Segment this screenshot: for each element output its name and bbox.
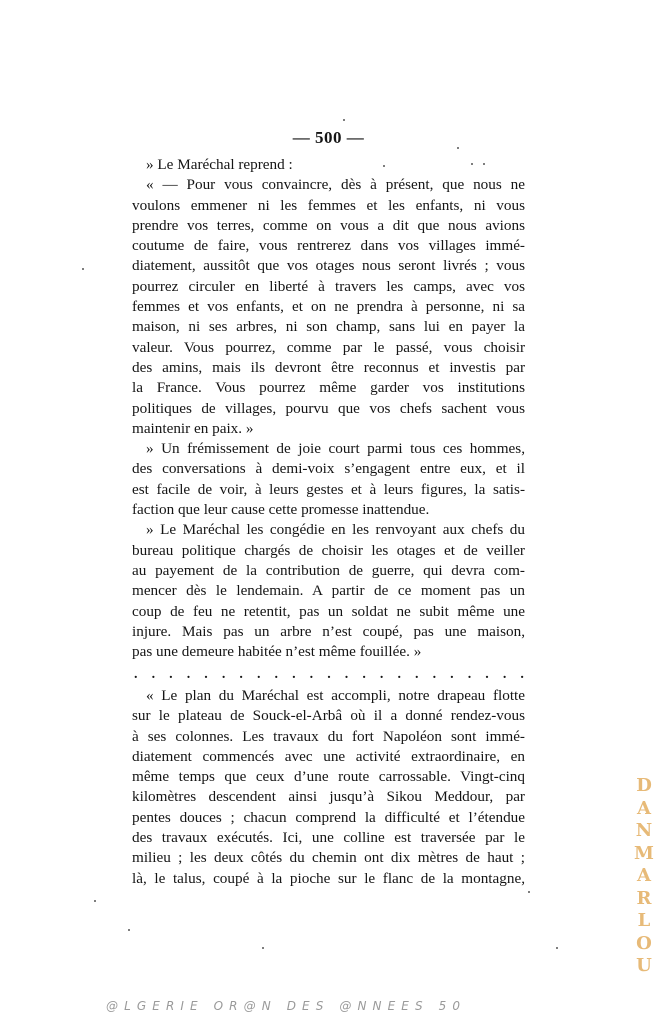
text-line: » Le Maréchal les congédie en les renvoyant aux chefs du [146,521,525,539]
text-line: « Le plan du Maréchal est accompli, notre drapeau flotte [146,687,525,704]
watermark-letter: A [637,865,651,886]
text-line: prendre vos terres, comme on vous a dit que nous avions [132,216,525,234]
watermark-letter: U [636,955,652,976]
separator-dot: . [520,667,524,682]
separator-dot: . [502,667,507,682]
text-line: maintenir en paix. » [132,419,254,437]
text-line: pentes douces ; chacun comprend la difficulté et l’étendue [132,808,525,826]
watermark-letter: L [637,910,651,931]
text-line: au payement de la contribution de guerre, qui devra com- [132,561,525,579]
scan-speck [82,268,84,270]
separator-dot: . [362,667,366,682]
separator-dot: . [485,667,489,682]
separator-dot: . [379,667,384,682]
watermark-vertical [633,775,655,978]
scan-speck [483,163,485,165]
text-line: femmes et vos enfants, et on ne prendra à personne, ni sa [132,298,525,316]
separator-dot: . [467,667,472,682]
text-line: mencer dès le lendemain. A partir de ce moment pas un [132,582,525,600]
text-line: pourrez circuler en liberté à travers les camps, avec vos [132,277,525,295]
text-line: kilomètres descendent ainsi jusqu’à Sikou Meddour, par [132,788,525,806]
separator-dot: . [134,667,138,682]
watermark-letter: D [636,775,652,796]
ellipsis-separator [134,668,524,682]
scan-speck [383,165,385,167]
separator-dot: . [327,667,331,682]
separator-dot: . [309,667,314,682]
separator-dot: . [169,667,173,682]
page-number: — 500 — [292,128,365,147]
text-line: pas une demeure habitée n’est même fouillée. » [132,643,422,661]
separator-dot: . [256,667,261,682]
text-line: des travaux exécutés. Ici, une colline est traversée par le [132,829,525,847]
separator-dot: . [221,667,226,682]
watermark-letter: A [637,797,651,819]
text-line: à ses colonnes. Les travaux du fort Napoléon sont immé- [132,727,525,745]
paragraph-block-2 [132,686,525,889]
paragraph-block-1 [132,155,525,662]
text-line: est facile de voir, à leurs gestes et à leurs figures, la satis- [132,480,525,498]
watermark-footer: @LGERIE OR@N DES @NNEES 50 [106,999,467,1013]
scan-speck [128,929,130,931]
scan-speck [457,147,459,149]
text-line: des amins, mais ils devront être reconnus et investis par [132,358,525,376]
text-line: maison, ni ses arbres, ni son champ, sans lui en payer la [132,318,525,336]
text-line: là, le talus, coupé à la pioche sur le flanc de la montagne, [132,869,525,887]
scan-speck [471,163,473,165]
text-line: des conversations à demi-voix s’engagent entre eux, et il [132,460,525,478]
watermark-letter: N [635,820,653,841]
scan-speck [528,891,530,893]
text-line: milieu ; les deux côtés du chemin ont dix mètres de haut ; [132,849,525,867]
separator-dot: . [432,667,437,682]
separator-dot: . [186,667,191,682]
watermark-letter: O [636,932,652,954]
scan-speck [556,947,558,949]
watermark-letter: M [634,842,654,864]
scan-speck [94,900,96,902]
text-line: valeur. Vous pourrez, comme par le passé, vous choisir [132,338,525,356]
separator-dot: . [204,667,208,682]
text-line: diatement commencés avec une activité extraordinaire, en [132,747,525,765]
text-line: politiques de villages, pourvu que vos chefs sachent vous [132,399,525,417]
text-line: « — Pour vous convaincre, dès à présent, que nous ne [146,176,525,194]
text-line: injure. Mais pas un arbre n’est coupé, pas une maison, [132,622,525,640]
text-line: » Le Maréchal reprend : [146,156,293,173]
text-line: bureau politique chargés de choisir les otages et de veiller [132,541,525,559]
separator-dot: . [344,667,349,682]
separator-dot: . [450,667,454,682]
text-line: faction que leur cause cette promesse inattendue. [132,501,430,519]
text-line: coup de feu ne retentit, pas un soldat ne subit même une [132,602,525,620]
separator-dot: . [274,667,278,682]
text-line: » Un frémissement de joie court parmi tous ces hommes, [146,440,525,458]
text-line: coutume de faire, vous rentrerez dans vos villages immé- [132,237,525,255]
separator-dot: . [292,667,296,682]
separator-dot: . [415,667,419,682]
separator-dot: . [151,667,156,682]
scan-speck [262,947,264,949]
text-line: la France. Vous pourrez même garder vos institutions [132,379,525,397]
watermark-letter: R [636,887,652,909]
text-line: même temps que ceux d’une route carrossable. Vingt-cinq [132,768,525,786]
text-line: diatement, aussitôt que vos otages nous seront livrés ; vous [132,257,525,275]
scan-speck [343,119,345,121]
text-line: voulons emmener ni les femmes et les enfants, ni vous [132,196,525,214]
text-line: sur le plateau de Souck-el-Arbâ où il a donné rendez-vous [132,707,525,725]
separator-dot: . [239,667,243,682]
separator-dot: . [397,667,401,682]
